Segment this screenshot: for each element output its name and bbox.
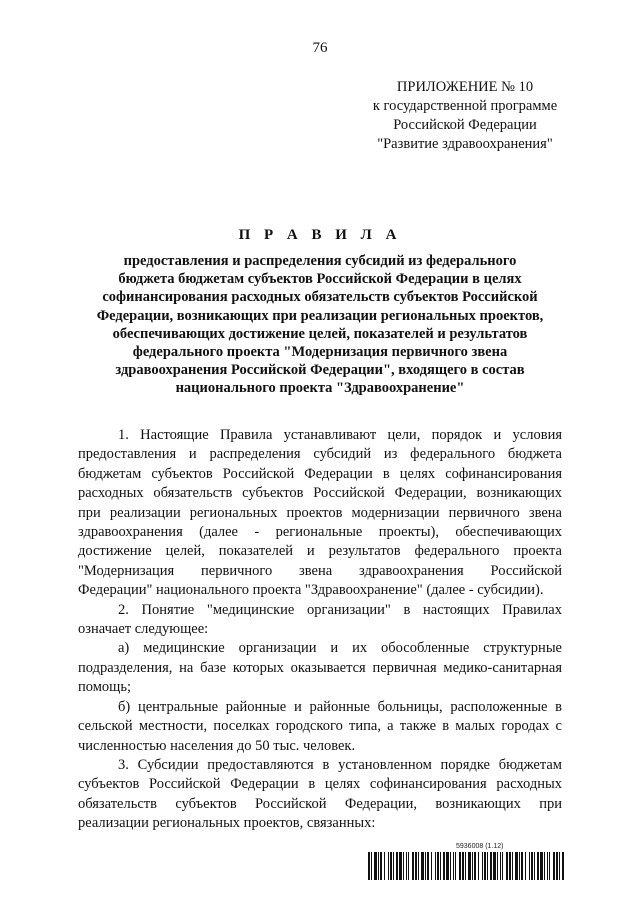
appendix-line: Российской Федерации <box>393 117 537 133</box>
appendix-line: "Развитие здравоохранения" <box>377 136 553 152</box>
paragraph-line: Федерации" национального проекта "Здравоохранение" (далее - субсидии). <box>78 582 544 599</box>
body-text <box>78 426 562 834</box>
subtitle-line: здравоохранения Российской Федерации", входящего в состав <box>115 362 525 379</box>
subtitle-line: обеспечивающих достижение целей, показателей и результатов <box>112 325 528 342</box>
subtitle-line: софинансирования расходных обязательств субъектов Российской <box>102 289 538 306</box>
paragraph-line: сельской местности, поселках городского типа, а также в малых городах с <box>78 718 562 735</box>
paragraph-line: помощь; <box>78 679 131 696</box>
paragraph-line: 2. Понятие "медицинские организации" в настоящих Правилах <box>118 601 562 618</box>
paragraph-line: при реализации региональных проектов модернизации первичного звена <box>78 504 562 521</box>
paragraph-line: подразделения, на базе которых оказывается первичная медико-санитарная <box>78 659 562 676</box>
paragraph-line: здравоохранения (далее - региональные проекты), обеспечивающих <box>78 524 562 541</box>
appendix-header <box>330 78 600 154</box>
paragraph-line: а) медицинские организации и их обособленные структурные <box>118 640 562 657</box>
subtitle-line: Федерации, возникающих при реализации региональных проектов, <box>96 307 544 324</box>
subtitle-line: национального проекта "Здравоохранение" <box>175 380 465 397</box>
document-title: П Р А В И Л А <box>238 227 402 243</box>
paragraph-line: субъектов Российской Федерации в целях софинансирования расходных <box>78 776 562 793</box>
appendix-line: к государственной программе <box>372 98 558 114</box>
page-number: 76 <box>312 40 328 56</box>
subtitle-line: предоставления и распределения субсидий из федерального <box>123 253 517 269</box>
paragraph-line: "Модернизация первичного звена здравоохранения Российской <box>78 562 562 579</box>
paragraph-line: обязательств субъектов Российской Федерации, возникающих при <box>78 795 562 812</box>
document-subtitle <box>70 252 570 398</box>
paragraph-line: 1. Настоящие Правила устанавливают цели, порядок и условия <box>118 427 562 443</box>
paragraph-line: означает следующее: <box>78 621 209 638</box>
paragraph-line: предоставления и распределения субсидий из федерального бюджета <box>78 446 562 463</box>
paragraph-line: бюджетам субъектов Российской Федерации в целях софинансирования <box>78 465 562 482</box>
barcode-label: 5936008 (1.12) <box>456 843 504 850</box>
paragraph-line: реализации региональных проектов, связанных: <box>78 815 376 832</box>
paragraph-line: численностью населения до 50 тыс. человек. <box>78 737 356 754</box>
paragraph-line: 3. Субсидии предоставляются в установленном порядке бюджетам <box>118 756 562 773</box>
paragraph-line: достижение целей, показателей и результатов федерального проекта <box>78 543 562 560</box>
subtitle-line: федерального проекта "Модернизация первичного звена <box>132 344 508 361</box>
barcode-image <box>368 852 564 880</box>
subtitle-line: бюджета бюджетам субъектов Российской Федерации в целях <box>118 271 522 288</box>
appendix-line: ПРИЛОЖЕНИЕ № 10 <box>396 79 534 95</box>
paragraph-line: б) центральные районные и районные больницы, расположенные в <box>118 698 562 715</box>
paragraph-line: расходных обязательств субъектов Российской Федерации, возникающих <box>78 485 562 502</box>
